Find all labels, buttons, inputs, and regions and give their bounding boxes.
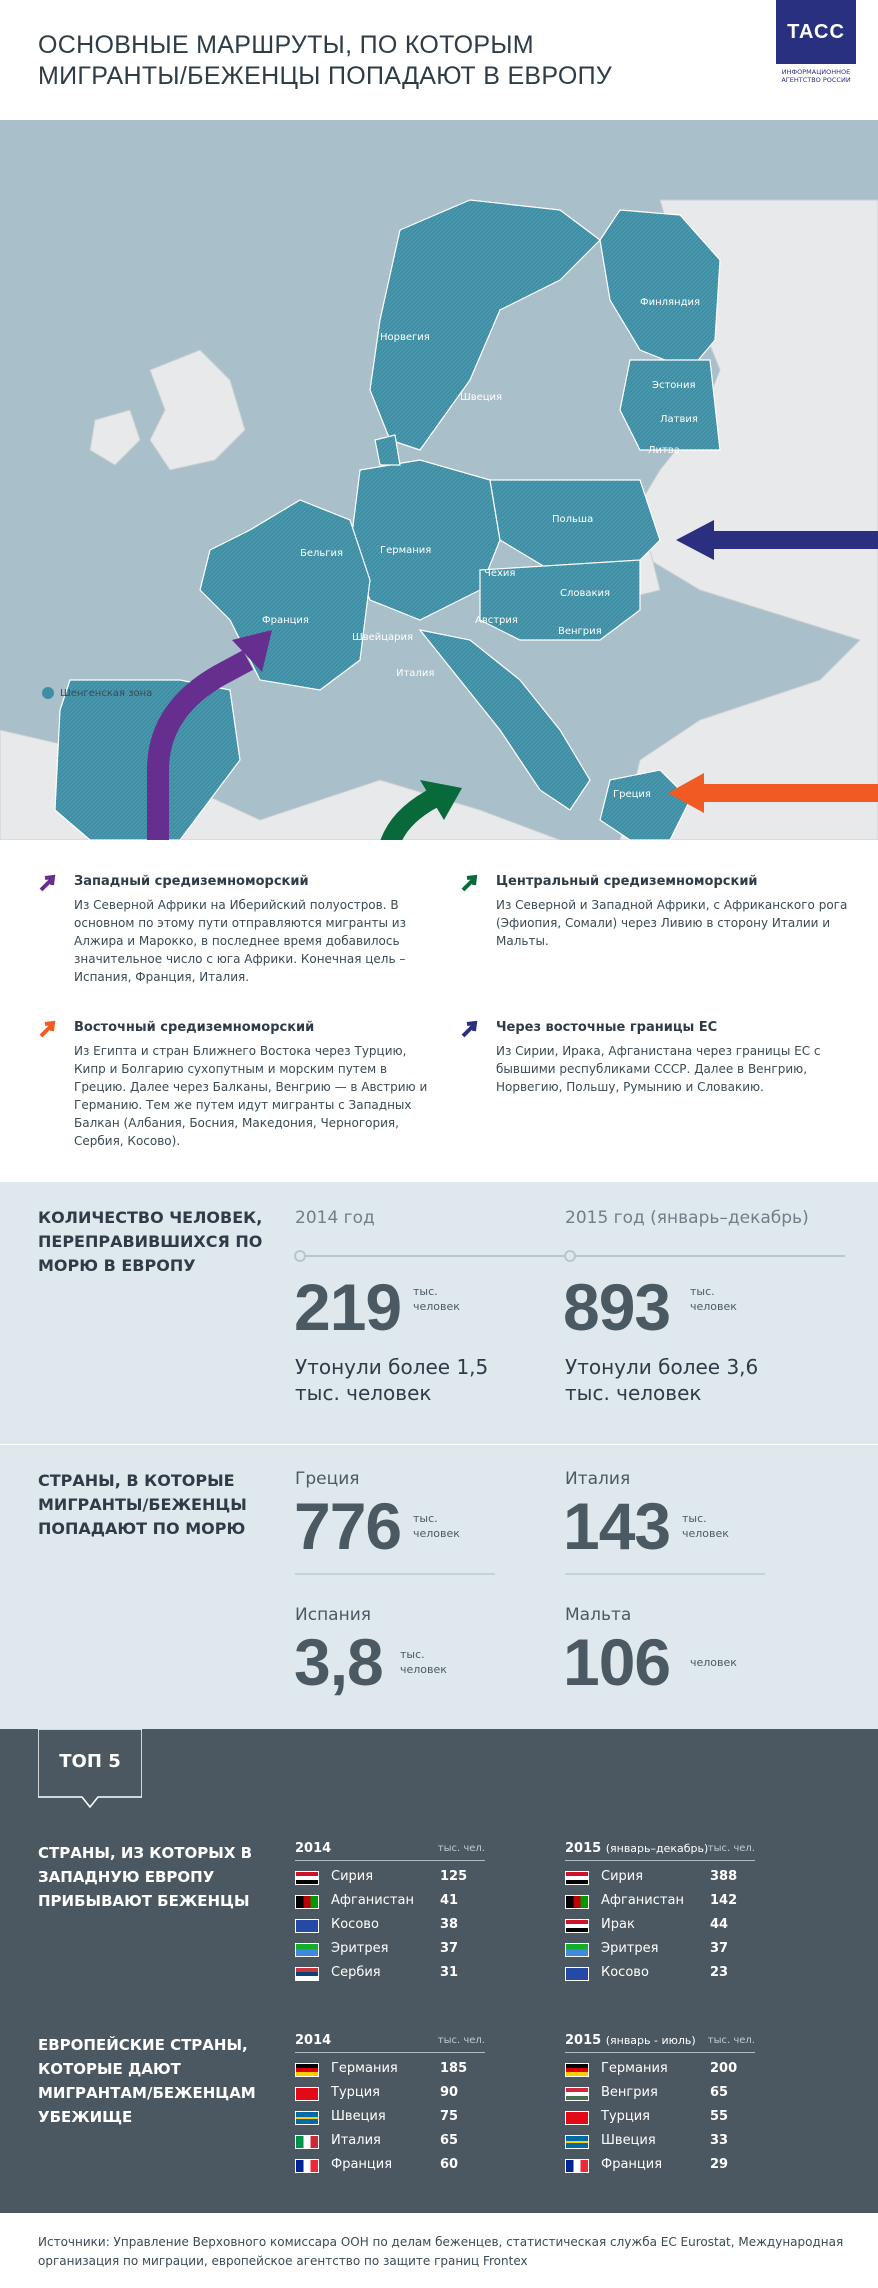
country-name: Афганистан (601, 1893, 684, 1908)
country-value: 200 (710, 2061, 738, 2076)
label-sweden: Швеция (460, 392, 503, 403)
country-name: Венгрия (601, 2085, 658, 2100)
table-row (565, 1939, 755, 1963)
country-name: Франция (601, 2157, 663, 2172)
separator (565, 1573, 765, 1575)
crossings-2015-value: 893 (563, 1270, 671, 1344)
table-row (295, 1867, 485, 1891)
country-value: 29 (710, 2157, 729, 2172)
country-name: Испания (295, 1605, 371, 1625)
table-row (295, 2059, 485, 2083)
legend-label: Шенгенская зона (60, 688, 153, 699)
country-value: 23 (710, 1965, 729, 1980)
route-title: Западный средиземноморский (74, 874, 309, 889)
country-name: Швеция (331, 2109, 386, 2124)
year-note: (январь–декабрь) (605, 1842, 709, 1855)
country-value: 388 (710, 1869, 738, 1884)
tass-logo[interactable] (776, 0, 856, 100)
country-name: Турция (601, 2109, 651, 2124)
label-latvia: Латвия (660, 414, 698, 425)
eastern-border-arrow-icon (460, 1020, 478, 1038)
country-value: 31 (440, 1965, 459, 1980)
sweden-flag-icon (565, 2135, 589, 2149)
route-text: Из Египта и стран Ближнего Востока через Турцию, Кипр и Болгарию сухопутным и морским путем в Грецию. Далее через Балканы, Венгрию — в Австрию и Германию. Тем же путем идут мигранты с Западных Балкан (Албания, Босния, Македония, Черногория, Сербия, Косово). (74, 1044, 428, 1148)
table-row (565, 1891, 755, 1915)
route-map (0, 120, 878, 840)
label-hungary: Венгрия (558, 626, 602, 637)
label-greece: Греция (613, 789, 651, 800)
country-value: 60 (440, 2157, 459, 2172)
country-name: Сербия (331, 1965, 381, 1980)
header (0, 0, 878, 120)
table-row (565, 1915, 755, 1939)
iraq-flag-icon (565, 1919, 589, 1933)
table-row (565, 2059, 755, 2083)
country-name: Италия (331, 2133, 381, 2148)
table-year (295, 1841, 331, 1856)
table-unit: тыс. чел. (437, 1843, 485, 1854)
table-unit: тыс. чел. (437, 2035, 485, 2046)
arrival-unit: тыс. человек (682, 1512, 729, 1540)
label-italy: Италия (396, 668, 435, 679)
table-row (565, 2107, 755, 2131)
year-note: (январь - июль) (605, 2034, 696, 2047)
table-row (295, 1939, 485, 1963)
serbia-flag-icon (295, 1967, 319, 1981)
country-name: Эритрея (331, 1941, 389, 1956)
afghanistan-flag-icon (295, 1895, 319, 1909)
country-value: 37 (710, 1941, 729, 1956)
footer (0, 2213, 878, 2288)
crossings-2014-value: 219 (294, 1270, 402, 1344)
kosovo-flag-icon (565, 1967, 589, 1981)
kosovo-flag-icon (295, 1919, 319, 1933)
poland-shape (490, 480, 660, 570)
route-text: Из Северной и Западной Африки, с Африканского рога (Эфиопия, Сомали) через Ливию в сторону Италии и Мальты. (496, 898, 848, 948)
map-legend (42, 687, 152, 699)
arrival-unit: тыс. человек (413, 1512, 460, 1540)
table-year (295, 2033, 331, 2048)
origin-title: СТРАНЫ, ИЗ КОТОРЫХ В ЗАПАДНУЮ ЕВРОПУ ПРИБЫВАЮТ БЕЖЕНЦЫ (38, 1844, 253, 1910)
year-2015-label: 2015 год (январь–декабрь) (565, 1208, 809, 1228)
year-value: 2014 (295, 1841, 332, 1856)
table-row (295, 2083, 485, 2107)
map-svg (0, 120, 878, 840)
country-value: 90 (440, 2085, 459, 2100)
label-belgium: Бельгия (300, 548, 344, 559)
route-title: Через восточные границы ЕС (496, 1020, 718, 1035)
page-title: ОСНОВНЫЕ МАРШРУТЫ, ПО КОТОРЫМ МИГРАНТЫ/БЕЖЕНЦЫ ПОПАДАЮТ В ЕВРОПУ (38, 31, 613, 90)
label-finland: Финляндия (640, 297, 701, 308)
drowned-2015: Утонули более 3,6 тыс. человек (565, 1355, 759, 1405)
label-norway: Норвегия (380, 332, 430, 343)
hungary-flag-icon (565, 2087, 589, 2101)
eastern-med-arrow-icon (38, 1020, 56, 1038)
syria-flag-icon (565, 1871, 589, 1885)
turkey-flag-icon (565, 2111, 589, 2125)
country-value: 65 (710, 2085, 729, 2100)
afghanistan-flag-icon (565, 1895, 589, 1909)
western-arrow-icon (38, 874, 56, 892)
table-row (565, 2155, 755, 2179)
route-title: Восточный средиземноморский (74, 1020, 315, 1035)
denmark-shape (375, 435, 400, 465)
asylum-table-2014 (295, 2033, 485, 2179)
country-name: Афганистан (331, 1893, 414, 1908)
country-name: Эритрея (601, 1941, 659, 1956)
country-name: Италия (565, 1469, 631, 1489)
label-france: Франция (262, 615, 309, 626)
country-value: 125 (440, 1869, 468, 1884)
table-header (565, 2033, 755, 2053)
central-arrow-icon (460, 874, 478, 892)
routes-legend (0, 840, 878, 1182)
table-header (565, 1841, 755, 1861)
table-row (295, 2131, 485, 2155)
table-row (295, 1891, 485, 1915)
germany-flag-icon (295, 2063, 319, 2077)
country-name: Сирия (601, 1869, 644, 1884)
country-name: Ирак (601, 1917, 635, 1932)
eritrea-flag-icon (565, 1943, 589, 1957)
eritrea-flag-icon (295, 1943, 319, 1957)
country-value: 44 (710, 1917, 729, 1932)
table-row (565, 2083, 755, 2107)
logo-subtitle: ИНФОРМАЦИОННОЕ АГЕНТСТВО РОССИИ (781, 68, 851, 84)
table-unit: тыс. чел. (707, 2035, 755, 2046)
country-name: Греция (295, 1469, 360, 1489)
route-title: Центральный средиземноморский (496, 874, 758, 889)
table-row (565, 1963, 755, 1987)
label-switzerland: Швейцария (352, 632, 414, 643)
country-name: Франция (331, 2157, 393, 2172)
syria-flag-icon (295, 1871, 319, 1885)
table-row (565, 2131, 755, 2155)
arrival-unit: человек (690, 1656, 737, 1669)
label-estonia: Эстония (652, 380, 696, 391)
route-text: Из Сирии, Ирака, Афганистана через границы ЕС с бывшими республиками СССР. Далее в Венгрию, Норвегию, Польшу, Румынию и Словакию. (496, 1044, 821, 1094)
origin-table-2015 (565, 1841, 755, 1987)
country-name: Швеция (601, 2133, 656, 2148)
table-unit: тыс. чел. (707, 1843, 755, 1854)
france-flag-icon (295, 2159, 319, 2173)
timeline-dot (294, 1250, 306, 1262)
asylum-table-2015 (565, 2033, 755, 2179)
asylum-title: ЕВРОПЕЙСКИЕ СТРАНЫ, КОТОРЫЕ ДАЮТ МИГРАНТАМ/БЕЖЕНЦАМ УБЕЖИЩЕ (38, 2036, 256, 2126)
germany-flag-icon (565, 2063, 589, 2077)
drowned-2014: Утонули более 1,5 тыс. человек (295, 1355, 489, 1405)
arrival-countries-section (0, 1444, 878, 1729)
italy-flag-icon (295, 2135, 319, 2149)
arrival-value: 143 (563, 1489, 671, 1563)
country-value: 142 (710, 1893, 738, 1908)
table-row (295, 1963, 485, 1987)
country-name: Германия (601, 2061, 668, 2076)
separator (295, 1573, 495, 1575)
country-name: Сирия (331, 1869, 374, 1884)
germany-shape (350, 460, 500, 620)
table-row (295, 1915, 485, 1939)
italy-shape (420, 630, 590, 810)
crossings-2014-unit: тыс. человек (413, 1285, 460, 1313)
table-row (565, 1867, 755, 1891)
country-value: 41 (440, 1893, 459, 1908)
table-header (295, 1841, 485, 1861)
arrival-value: 3,8 (294, 1625, 383, 1699)
country-name: Мальта (565, 1605, 632, 1625)
section-title: КОЛИЧЕСТВО ЧЕЛОВЕК, ПЕРЕПРАВИВШИХСЯ ПО МОРЮ В ЕВРОПУ (38, 1208, 263, 1275)
label-lithuania: Литва (648, 445, 680, 456)
country-name: Германия (331, 2061, 398, 2076)
sweden-flag-icon (295, 2111, 319, 2125)
table-row (295, 2107, 485, 2131)
country-value: 65 (440, 2133, 459, 2148)
label-slovakia: Словакия (560, 588, 611, 599)
country-value: 37 (440, 1941, 459, 1956)
top5-label: ТОП 5 (59, 1751, 121, 1772)
sources-text: Источники: Управление Верховного комиссара ООН по делам беженцев, статистическая служба ЕС Eurostat, Международная организация по миграции, европейское агентство по защите границ Frontex (38, 2235, 844, 2268)
country-name: Турция (331, 2085, 381, 2100)
baltics-shape (620, 360, 720, 450)
top5-section (0, 1729, 878, 2213)
label-poland: Польша (552, 514, 594, 525)
table-year (565, 2033, 696, 2048)
label-germany: Германия (380, 545, 432, 556)
table-year (565, 1841, 708, 1856)
country-value: 75 (440, 2109, 459, 2124)
crossings-section (0, 1182, 878, 1444)
country-name: Косово (601, 1965, 649, 1980)
country-value: 33 (710, 2133, 729, 2148)
timeline-dot (564, 1250, 576, 1262)
crossings-2015-unit: тыс. человек (690, 1285, 737, 1313)
country-value: 38 (440, 1917, 459, 1932)
france-flag-icon (565, 2159, 589, 2173)
schengen-legend-dot (42, 687, 54, 699)
label-austria: Австрия (475, 615, 518, 626)
year-value: 2015 (565, 1841, 602, 1856)
table-row (295, 2155, 485, 2179)
arrival-value: 106 (563, 1625, 671, 1699)
scandinavia-shape (370, 200, 600, 450)
route-text: Из Северной Африки на Иберийский полуостров. В основном по этому пути отправляются мигранты из Алжира и Марокко, в последнее время добавилось значительное число с юга Африки. Конечная цель – Испания, Франция, Италия. (74, 898, 406, 984)
country-name: Косово (331, 1917, 379, 1932)
turkey-flag-icon (295, 2087, 319, 2101)
year-value: 2014 (295, 2033, 332, 2048)
year-value: 2015 (565, 2033, 602, 2048)
country-value: 55 (710, 2109, 729, 2124)
country-value: 185 (440, 2061, 468, 2076)
arrival-unit: тыс. человек (400, 1648, 447, 1676)
origin-table-2014 (295, 1841, 485, 1987)
section-title: СТРАНЫ, В КОТОРЫЕ МИГРАНТЫ/БЕЖЕНЦЫ ПОПАДАЮТ ПО МОРЮ (38, 1471, 247, 1538)
logo-text: ТАСС (776, 0, 856, 64)
arrival-value: 776 (294, 1489, 402, 1563)
table-header (295, 2033, 485, 2053)
label-czech: Чехия (484, 568, 516, 579)
year-2014-label: 2014 год (295, 1208, 375, 1228)
